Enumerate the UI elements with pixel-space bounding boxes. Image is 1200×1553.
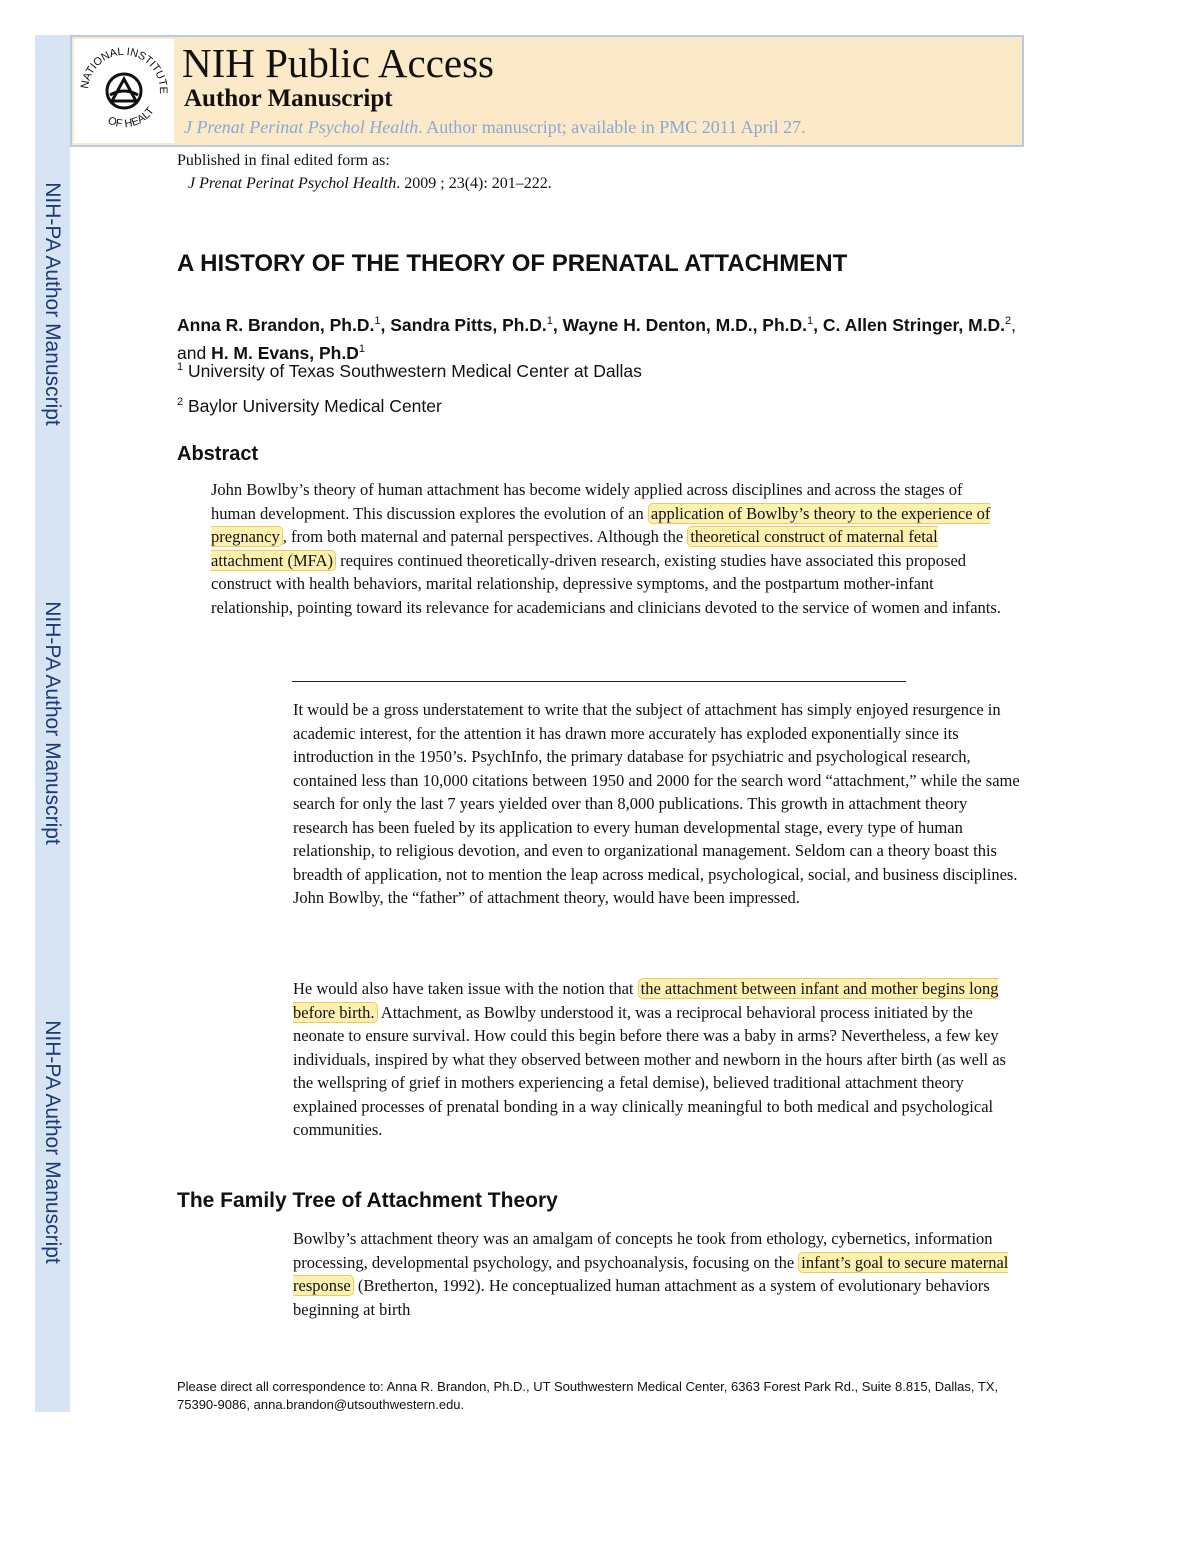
header-banner	[70, 35, 1024, 147]
body-paragraph-1: It would be a gross understatement to write that the subject of attachment has simply enjoyed resurgence in academic interest, for the attention it has drawn more accurately has exploded exponentially since its introduction in the 1950’s. PsychInfo, the primary database for psychiatric and psychological research, contained less than 10,000 citations between 1950 and 2000 for the search word “attachment,” while the same search for only the last 7 years yielded over than 8,000 publications. This growth in attachment theory research has been fueled by its application to every human developmental stage, every type of human relationship, to religious devotion, and even to organizational management. Seldom can a theory boast this breadth of application, not to mention the leap across medical, psychological, social, and business disciplines. John Bowlby, the “father” of attachment theory, would have been impressed.	[293, 700, 1020, 907]
affiliation-2: $^2$ Baylor University Medical Center	[177, 396, 442, 416]
divider	[292, 681, 906, 682]
svg-text:NATIONAL INSTITUTES: NATIONAL INSTITUTE	[78, 45, 170, 95]
author-list: Anna R. Brandon, Ph.D.$^1$, Sandra Pitts, Ph.D.$^1$, Wayne H. Denton, M.D., Ph.D.$^1$, C. Allen Stringer, M.D.$^2$, and H. M. Evans, $Ph.D^1$	[177, 314, 1017, 363]
abstract-text: John Bowlby’s theory of human attachment has become widely applied across disciplines and across the stages of human development. This discussion explores the evolution of an application of Bowlby’s theory to the experience of pregnancy , from both maternal and paternal perspectives. Although the theoretical construct of maternal fetal attachment (MFA) requires continued theoretically-driven research, existing studies have associated this proposed construct with health behaviors, marital relationship, depressive symptoms, and the postpartum mother-infant relationship, pointing toward its relevance for academicians and clinicians devoted to the service of women and infants.	[211, 480, 1001, 617]
highlight-annotation[interactable]: infant’s goal to secure maternal response	[293, 1252, 1009, 1295]
author-manuscript-label: Author Manuscript	[184, 85, 393, 112]
availability-line: J Prenat Perinat Psychol Health. Author manuscript; available in PMC 2011 April 27.	[184, 117, 806, 137]
body-paragraph-2: He would also have taken issue with the notion that the attachment between infant and mother begins long before birth. Attachment, as Bowlby understood it, was a reciprocal behavioral process initiated by the neonate to ensure survival. How could this begin before there was a baby in arms? Nevertheless, a few key individuals, inspired by what they observed between mother and newborn in the hours after birth (as well as the wellspring of grief in mothers experiencing a fetal demise), believed traditional attachment theory explained processes of prenatal bonding in a way clinically meaningful to both medical and psychological communities.	[293, 979, 1006, 1139]
highlight-annotation[interactable]: the attachment between infant and mother begins long before birth.	[293, 979, 999, 1022]
abstract-heading: Abstract	[177, 443, 259, 465]
section-heading: The Family Tree of Attachment Theory	[177, 1189, 558, 1212]
journal-name: J Prenat Perinat Psychol Health	[184, 117, 419, 137]
highlight-annotation[interactable]: theoretical construct of maternal fetal attachment (MFA)	[211, 527, 938, 570]
published-line: Published in final edited form as:	[177, 152, 390, 169]
citation-line: J Prenat Perinat Psychol Health. 2009 ; 23(4): 201–222.	[188, 175, 552, 192]
highlight-annotation[interactable]: application of Bowlby’s theory to the experience of pregnancy	[211, 503, 991, 546]
correspondence-footnote: Please direct all correspondence to: Anna R. Brandon, Ph.D., UT Southwestern Medical Center, 6363 Forest Park Rd., Suite 8.815, Dallas, TX, 75390-9086, anna.brandon@utsouthwestern.edu.	[177, 1379, 999, 1412]
svg-text:OF HEALTH: OF HEALT	[106, 105, 157, 131]
body-paragraph-3: Bowlby’s attachment theory was an amalgam of concepts he took from ethology, cybernetics, information processing, developmental psychology, and psychoanalysis, focusing on the infant’s goal to secure maternal response (Bretherton, 1992). He conceptualized human attachment as a system of evolutionary behaviors beginning at birth	[293, 1229, 1009, 1319]
affiliation-1: $^1$ University of Texas Southwestern Medical Center at Dallas	[177, 361, 642, 381]
nih-logo-icon	[74, 39, 174, 143]
article-title: A HISTORY OF THE THEORY OF PRENATAL ATTACHMENT	[177, 250, 848, 277]
nih-public-access-title: NIH Public Access	[182, 40, 495, 86]
nih-logo	[74, 39, 174, 143]
